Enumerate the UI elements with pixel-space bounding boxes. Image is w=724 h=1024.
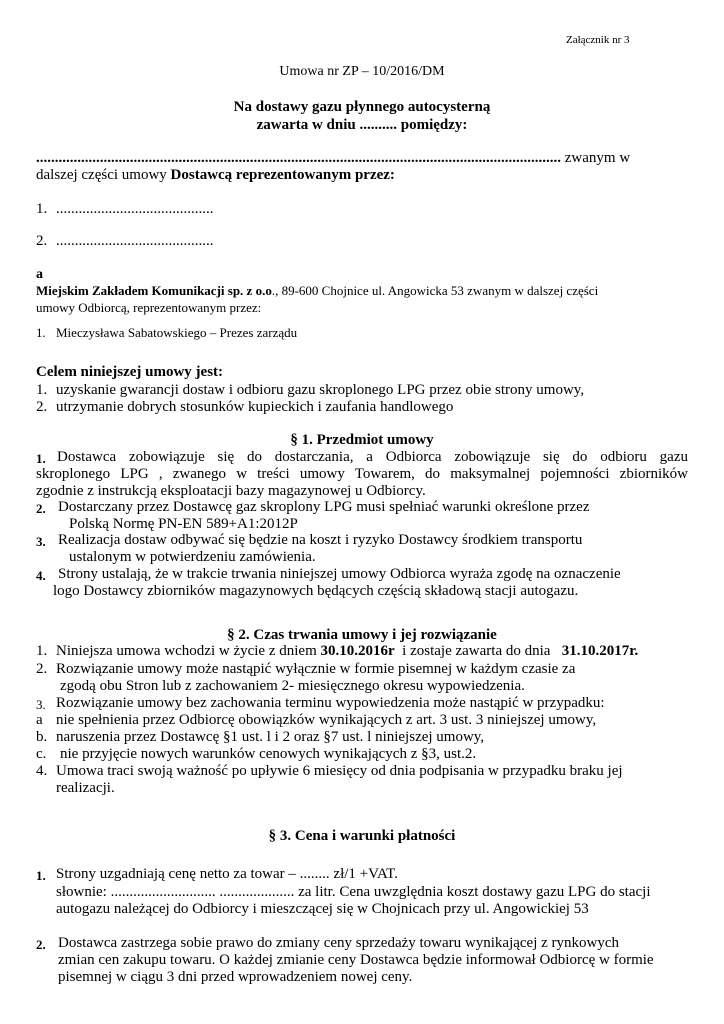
party1-zwanym: zwanym w — [561, 150, 631, 166]
s2-p1-text-a: Niniejsza umowa wchodzi w życie z dniem — [56, 643, 321, 659]
party1-rep-2-num: 2. — [36, 233, 48, 249]
s2-p4-line1: Umowa traci swoją ważność po upływie 6 miesięcy od dnia podpisania w przypadku braku jej — [56, 763, 623, 779]
contract-number: Umowa nr ZP – 10/2016/DM — [279, 64, 445, 79]
s2-pa-num: a — [36, 712, 43, 728]
title-line-1: Na dostawy gazu płynnego autocysterną — [233, 99, 491, 115]
s1-p2-num: 2. — [36, 501, 46, 516]
s2-p3-line1: Rozwiązanie umowy bez zachowania terminu wypowiedzenia może nastąpić w przypadku: — [56, 695, 605, 711]
s1-p1-line2: skroplonego LPG , zwanego w treści umowy Towarem, do maksymalnej pojemności zbiorników — [36, 466, 688, 482]
party2-line1 — [36, 283, 598, 299]
party2-rep-1: Mieczysława Sabatowskiego – Prezes zarządu — [56, 325, 298, 340]
party1-role: Dostawcą reprezentowanym przez: — [170, 167, 395, 183]
party1-line1 — [36, 150, 630, 167]
s1-p1-line1: Dostawca zobowiązuje się do dostarczania, a Odbiorca zobowiązuje się do odbioru gazu — [57, 449, 688, 465]
party2-name: Miejskim Zakładem Komunikacji sp. z o.o — [36, 283, 272, 298]
section-3-heading: § 3. Cena i warunki płatności — [268, 828, 456, 844]
s2-p1-text-b: i zostaje zawarta do dnia — [394, 643, 562, 659]
s3-p2-line2: zmian cen zakupu towaru. O każdej zmianie ceny Dostawca będzie informował Odbiorcę w formie — [58, 952, 654, 968]
s3-p2-line3: pisemnej w ciągu 3 dni przed wprowadzeniem nowej ceny. — [58, 969, 413, 985]
s3-p2-num: 2. — [36, 937, 46, 952]
s1-p1-num: 1. — [36, 451, 46, 466]
s2-p2-num: 2. — [36, 661, 48, 677]
s2-pa: nie spełnienia przez Odbiorcę obowiązków wynikających z art. 3 ust. 3 niniejszej umowy, — [56, 712, 597, 728]
party2-address: ., 89-600 Chojnice ul. Angowicka 53 zwanym w dalszej części — [271, 283, 599, 298]
s2-p3-num: 3. — [36, 697, 46, 712]
s2-pc-num: c. — [36, 746, 47, 762]
title-line-2: zawarta w dniu .......... pomiędzy: — [256, 117, 468, 133]
party2-line2: umowy Odbiorcą, reprezentowanym przez: — [36, 300, 262, 315]
s3-p1-line3: autogazu należącej do Odbiorcy i mieszczącej się w Chojnicach przy ul. Angowickiej 53 — [56, 901, 589, 917]
attachment-label: Załącznik nr 3 — [566, 34, 630, 46]
s2-pb-num: b. — [36, 729, 48, 745]
s2-p1 — [56, 643, 638, 660]
s2-p4-line2: realizacji. — [56, 780, 115, 796]
s1-p2-line2: Polską Normę PN-EN 589+A1:2012P — [69, 516, 298, 532]
s2-p2-line2: zgodą obu Stron lub z zachowaniem 2- miesięcznego okresu wypowiedzenia. — [60, 678, 525, 694]
s2-end-date: 31.10.2017r. — [561, 643, 639, 659]
s3-p1-line2: słownie: ............................ .................... za litr. Cena uwzględnia koszt dostawy gazu LPG do stacji — [56, 884, 651, 900]
s1-p1-line3: zgodnie z instrukcją eksploatacji bazy magazynowej u Odbiorcy. — [36, 483, 426, 499]
s2-pc: nie przyjęcie nowych warunków cenowych wynikających z §3, ust.2. — [60, 746, 477, 762]
s2-p4-num: 4. — [36, 763, 48, 779]
s1-p4-num: 4. — [36, 568, 46, 583]
s2-p2-line1: Rozwiązanie umowy może nastąpić wyłącznie w formie pisemnej w każdym czasie za — [56, 661, 576, 677]
party1-dots: ............................................................................................................................................ — [36, 150, 561, 166]
goal-2: utrzymanie dobrych stosunków kupieckich i zaufania handlowego — [56, 399, 454, 415]
party1-line2 — [36, 167, 395, 184]
section-1-heading: § 1. Przedmiot umowy — [290, 432, 434, 448]
s2-pb: naruszenia przez Dostawcę §1 ust. l i 2 oraz §7 ust. l niniejszej umowy, — [56, 729, 485, 745]
party1-rep-1: .......................................... — [56, 201, 214, 217]
goal-2-num: 2. — [36, 399, 48, 415]
s3-p1-num: 1. — [36, 868, 46, 883]
conjunction: a — [36, 267, 43, 282]
s1-p3-line1: Realizacja dostaw odbywać się będzie na koszt i ryzyko Dostawcy środkiem transportu — [58, 532, 583, 548]
section-2-heading: § 2. Czas trwania umowy i jej rozwiązanie — [227, 627, 497, 643]
s2-start-date: 30.10.2016r — [320, 643, 395, 659]
goal-1: uzyskanie gwarancji dostaw i odbioru gazu skroplonego LPG przez obie strony umowy, — [56, 382, 585, 398]
s3-p1-line1: Strony uzgadniają cenę netto za towar – ........ zł/1 +VAT. — [56, 866, 398, 882]
s1-p4-line2: logo Dostawcy zbiorników magazynowych będących częścią składową stacji autogazu. — [53, 583, 579, 599]
goal-1-num: 1. — [36, 382, 48, 398]
s2-p1-num: 1. — [36, 643, 48, 659]
party2-rep-1-num: 1. — [36, 325, 46, 340]
s1-p3-num: 3. — [36, 534, 46, 549]
goals-heading: Celem niniejszej umowy jest: — [36, 364, 224, 380]
party1-rep-2: .......................................... — [56, 233, 214, 249]
party1-rep-1-num: 1. — [36, 201, 48, 217]
s3-p2-line1: Dostawca zastrzega sobie prawo do zmiany ceny sprzedaży towaru wynikającej z rynkowych — [58, 935, 620, 951]
party1-line2-prefix: dalszej części umowy — [36, 167, 171, 183]
s1-p2-line1: Dostarczany przez Dostawcę gaz skroplony LPG musi spełniać warunki określone przez — [58, 499, 590, 515]
s1-p3-line2: ustalonym w potwierdzeniu zamówienia. — [69, 549, 316, 565]
s1-p4-line1: Strony ustalają, że w trakcie trwania niniejszej umowy Odbiorca wyraża zgodę na oznaczenie — [58, 566, 621, 582]
